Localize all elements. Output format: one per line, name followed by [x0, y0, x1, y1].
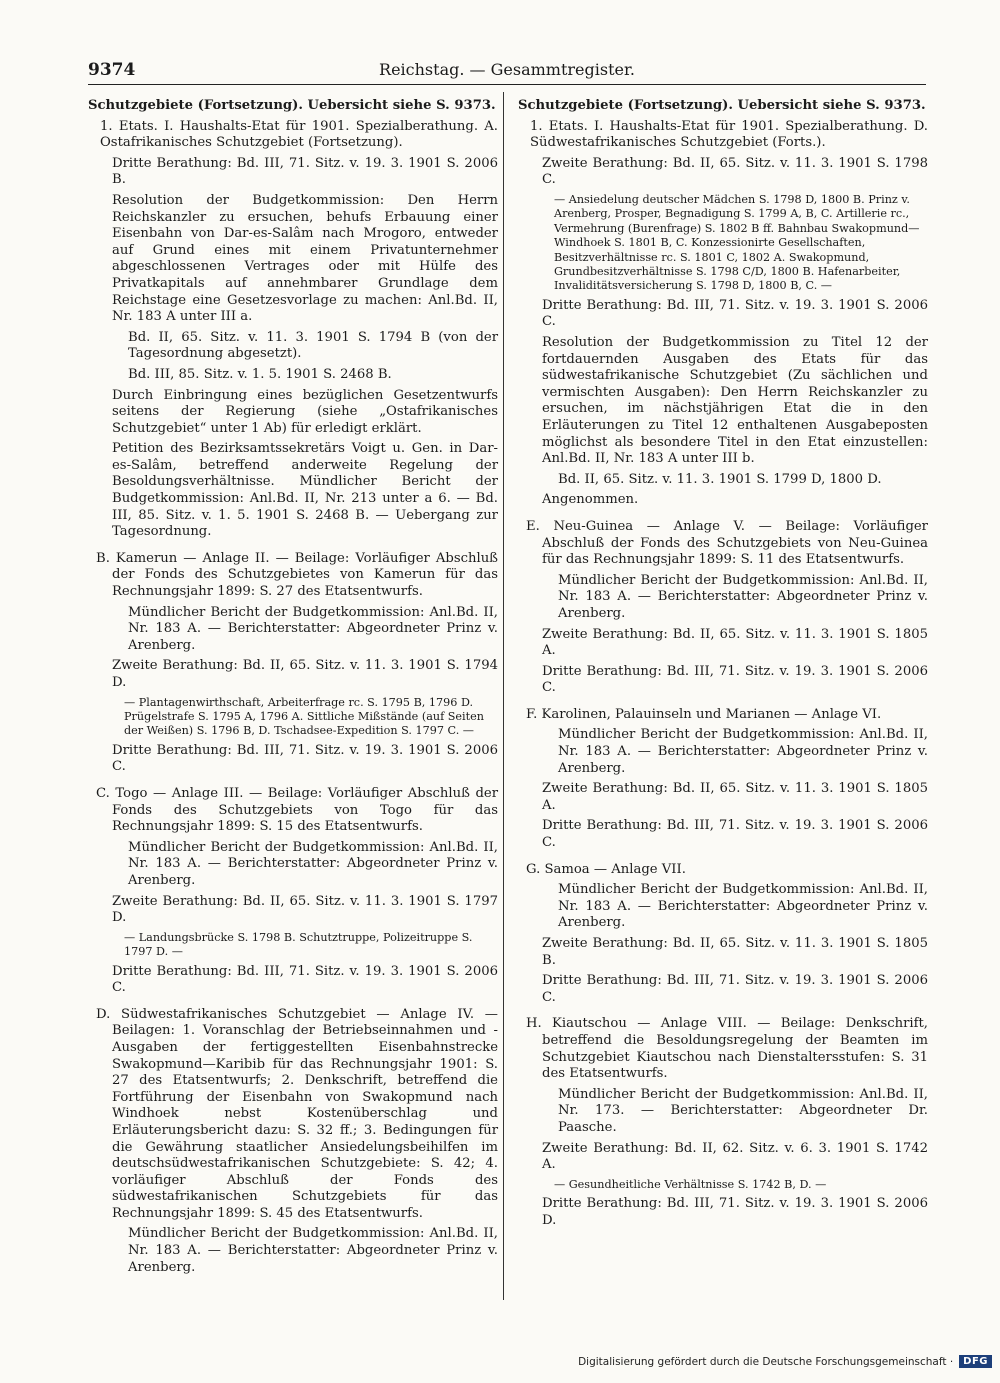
digitization-footer [578, 1355, 992, 1368]
entry-paragraph: Durch Einbringung eines bezüglichen Gesetzentwurfs seitens der Regierung (siehe „Ostafrikanisches Schutzgebiet“ unter 1 Ab) für erledigt erklärt. [112, 387, 498, 436]
entry-paragraph: Dritte Berathung: Bd. III, 71. Sitz. v. 19. 3. 1901 S. 2006 B. [112, 155, 498, 188]
entry-paragraph: Zweite Berathung: Bd. II, 65. Sitz. v. 11. 3. 1901 S. 1805 A. [542, 781, 928, 813]
entry-paragraph: Mündlicher Bericht der Budgetkommission: Anl.Bd. II, Nr. 183 A. — Berichterstatter: Abgeordneter Prinz v. Arenberg. [558, 572, 928, 621]
entry-paragraph: Resolution der Budgetkommission: Den Herrn Reichskanzler zu ersuchen, behufs Erbauung einer Eisenbahn von Dar-es-Salâm nach Mrogoro, entweder auf Grund eines mit einem Privatunternehmer abgeschlossenen Vertrages oder mit Hülfe des Privatkapitals auf annehmbarer Grundlage dem Reichstage eine Gesetzesvorlage zu machen: Anl.Bd. II, Nr. 183 A unter III a. [112, 192, 498, 325]
subsection-entry: H. Kiautschou — Anlage VIII. — Beilage: Denkschrift, betreffend die Besoldungsregelung der Beamten im Schutzgebiet Kiautschou nach Dienstaltersstufen: S. 31 des Etatsentwurfs. [526, 1016, 928, 1082]
page-header [88, 58, 926, 85]
entry-paragraph: Mündlicher Bericht der Budgetkommission: Anl.Bd. II, Nr. 183 A. — Berichterstatter: Abgeordneter Prinz v. Arenberg. [128, 604, 498, 653]
footer-credit: Digitalisierung gefördert durch die Deutsche Forschungsgemeinschaft · [578, 1355, 954, 1368]
entry-paragraph: Angenommen. [542, 492, 639, 508]
entry-paragraph: Zweite Berathung: Bd. II, 65. Sitz. v. 11. 3. 1901 S. 1805 A. [542, 626, 928, 659]
entry-paragraph: Dritte Berathung: Bd. III, 71. Sitz. v. 19. 3. 1901 S. 2006 C. [542, 663, 928, 696]
entry-paragraph: Mündlicher Bericht der Budgetkommission: Anl.Bd. II, Nr. 183 A. — Berichterstatter: Abgeordneter Prinz v. Arenberg. [128, 839, 498, 888]
subsection-entry: D. Südwestafrikanisches Schutzgebiet — Anlage IV. — Beilagen: 1. Voranschlag der Betriebseinnahmen und -Ausgaben der fertiggestellten Eisenbahnstrecke Swakopmund—Karibib für das Rechnungsjahr 1901: S. 27 des Etatsentwurfs; 2. Denkschrift, betreffend die Fortführung der Eisenbahn von Swakopmund nach Windhoek nebst Kostenüberschlag und Erläuterungsbericht dazu: S. 32 ff.; 3. Bedingungen für die Gewährung staatlicher Ansiedelungsbeihilfen im deutschsüdwestafrikanischen Schutzgebiete: S. 42; 4. vorläufiger Abschluß der Fonds des südwestafrikanischen Schutzgebiets für das Rechnungsjahr 1899: S. 45 des Etatsentwurfs. [96, 1006, 498, 1221]
entry-paragraph: Zweite Berathung: Bd. II, 62. Sitz. v. 6. 3. 1901 S. 1742 A. [542, 1140, 928, 1173]
section-heading: Schutzgebiete (Fortsetzung). Uebersicht siehe S. 9373. [88, 98, 496, 113]
subsection-entry: G. Samoa — Anlage VII. [526, 861, 686, 877]
right-column [518, 98, 928, 1233]
entry-paragraph: Petition des Bezirksamtssekretärs Voigt u. Gen. in Dar-es-Salâm, betreffend anderweite Regelung der Besoldungsverhältnisse. Mündlicher Bericht der Budgetkommission: Anl.Bd. II, Nr. 213 unter a 6. — Bd. III, 85. Sitz. v. 1. 5. 1901 S. 2468 B. — Uebergang zur Tagesordnung. [112, 441, 498, 540]
entry-paragraph: Zweite Berathung: Bd. II, 65. Sitz. v. 11. 3. 1901 S. 1805 B. [542, 936, 928, 968]
page-number: 9374 [88, 60, 136, 80]
subsection-entry: F. Karolinen, Palauinseln und Marianen — Anlage VI. [526, 706, 882, 722]
entry-paragraph: Dritte Berathung: Bd. III, 71. Sitz. v. 19. 3. 1901 S. 2006 C. [542, 297, 928, 330]
entry-paragraph: Dritte Berathung: Bd. III, 71. Sitz. v. 19. 3. 1901 S. 2006 C. [542, 973, 928, 1005]
column-divider [503, 92, 504, 1300]
entry-paragraph: Mündlicher Bericht der Budgetkommission: Anl.Bd. II, Nr. 183 A. — Berichterstatter: Abgeordneter Prinz v. Arenberg. [558, 727, 928, 776]
running-head: Reichstag. — Gesammtregister. [379, 60, 635, 79]
topic-list: — Gesundheitliche Verhältnisse S. 1742 B, D. — [554, 1177, 827, 1191]
entry-paragraph: Mündlicher Bericht der Budgetkommission: Anl.Bd. II, Nr. 183 A. — Berichterstatter: Abgeordneter Prinz v. Arenberg. [558, 882, 928, 931]
entry-paragraph: Resolution der Budgetkommission zu Titel 12 der fortdauernden Ausgaben des Etats für das südwestafrikanische Schutzgebiet (Zu sächlichen und vermischten Ausgaben): Den Herrn Reichskanzler zu ersuchen, im nächstjährigen Etat die in den Erläuterungen zu Titel 12 enthaltenen Ausgabeposten möglichst als besondere Titel in den Etat einzustellen: Anl.Bd. II, Nr. 183 A unter III b. [542, 335, 928, 467]
entry-paragraph: Bd. II, 65. Sitz. v. 11. 3. 1901 S. 1799 D, 1800 D. [558, 471, 882, 487]
entry-paragraph: Mündlicher Bericht der Budgetkommission: Anl.Bd. II, Nr. 173. — Berichterstatter: Abgeordneter Dr. Paasche. [558, 1086, 928, 1135]
topic-list: — Landungsbrücke S. 1798 B. Schutztruppe, Polizeitruppe S. 1797 D. — [124, 930, 473, 959]
entry-paragraph: Dritte Berathung: Bd. III, 71. Sitz. v. 19. 3. 1901 S. 2006 D. [542, 1196, 928, 1228]
entry-paragraph: Zweite Berathung: Bd. II, 65. Sitz. v. 11. 3. 1901 S. 1797 D. [112, 893, 498, 926]
left-column [88, 98, 498, 1280]
entry-paragraph: Bd. III, 85. Sitz. v. 1. 5. 1901 S. 2468 B. [128, 366, 392, 382]
topic-list: — Plantagenwirthschaft, Arbeiterfrage rc. S. 1795 B, 1796 D. Prügelstrafe S. 1795 A, 1796 A. Sittliche Mißstände (auf Seiten der Weißen) S. 1796 B, D. Tschadsee-Expedition S. 1797 C. — [124, 695, 484, 738]
entry-paragraph: Zweite Berathung: Bd. II, 65. Sitz. v. 11. 3. 1901 S. 1794 D. [112, 658, 498, 690]
subsection-entry: E. Neu-Guinea — Anlage V. — Beilage: Vorläufiger Abschluß der Fonds des Schutzgebiets von Neu-Guinea für das Rechnungsjahr 1899: S. 11 des Etatsentwurfs. [526, 518, 928, 568]
entry-paragraph: Dritte Berathung: Bd. III, 71. Sitz. v. 19. 3. 1901 S. 2006 C. [112, 963, 498, 996]
section-heading: Schutzgebiete (Fortsetzung). Uebersicht siehe S. 9373. [518, 98, 926, 113]
dfg-logo: DFG [959, 1355, 992, 1368]
subsection-entry: B. Kamerun — Anlage II. — Beilage: Vorläufiger Abschluß der Fonds des Schutzgebietes von Kamerun für das Rechnungsjahr 1899: S. 27 des Etatsentwurfs. [96, 550, 498, 600]
entry-paragraph: Dritte Berathung: Bd. III, 71. Sitz. v. 19. 3. 1901 S. 2006 C. [542, 818, 928, 851]
topic-list: — Ansiedelung deutscher Mädchen S. 1798 D, 1800 B. Prinz v. Arenberg, Prosper, Begnadigung S. 1799 A, B, C. Artillerie rc., Vermehrung (Burenfrage) S. 1802 B ff. Bahnbau Swakopmund—Windhoek S. 1801 B, C. Konzessionirte Gesellschaften, Besitzverhältnisse rc. S. 1801 C, 1802 A. Swakopmund, Grundbesitzverhältnisse S. 1798 C/D, 1800 B. Hafenarbeiter, Invaliditätsversicherung S. 1798 D, 1800 B, C. — [554, 192, 920, 293]
entry-paragraph: Dritte Berathung: Bd. III, 71. Sitz. v. 19. 3. 1901 S. 2006 C. [112, 742, 498, 775]
entry-paragraph: Mündlicher Bericht der Budgetkommission: Anl.Bd. II, Nr. 183 A. — Berichterstatter: Abgeordneter Prinz v. Arenberg. [128, 1226, 498, 1275]
subsection-entry: C. Togo — Anlage III. — Beilage: Vorläufiger Abschluß der Fonds des Schutzgebiets von Togo für das Rechnungsjahr 1899: S. 15 des Etatsentwurfs. [96, 786, 498, 835]
entry-paragraph: 1. Etats. I. Haushalts-Etat für 1901. Spezialberathung. D. Südwestafrikanisches Schutzgebiet (Forts.). [530, 118, 928, 151]
entry-paragraph: Bd. II, 65. Sitz. v. 11. 3. 1901 S. 1794 B (von der Tagesordnung abgesetzt). [128, 329, 498, 362]
entry-paragraph: Zweite Berathung: Bd. II, 65. Sitz. v. 11. 3. 1901 S. 1798 C. [542, 155, 928, 188]
entry-paragraph: 1. Etats. I. Haushalts-Etat für 1901. Spezialberathung. A. Ostafrikanisches Schutzgebiet (Fortsetzung). [100, 118, 498, 151]
